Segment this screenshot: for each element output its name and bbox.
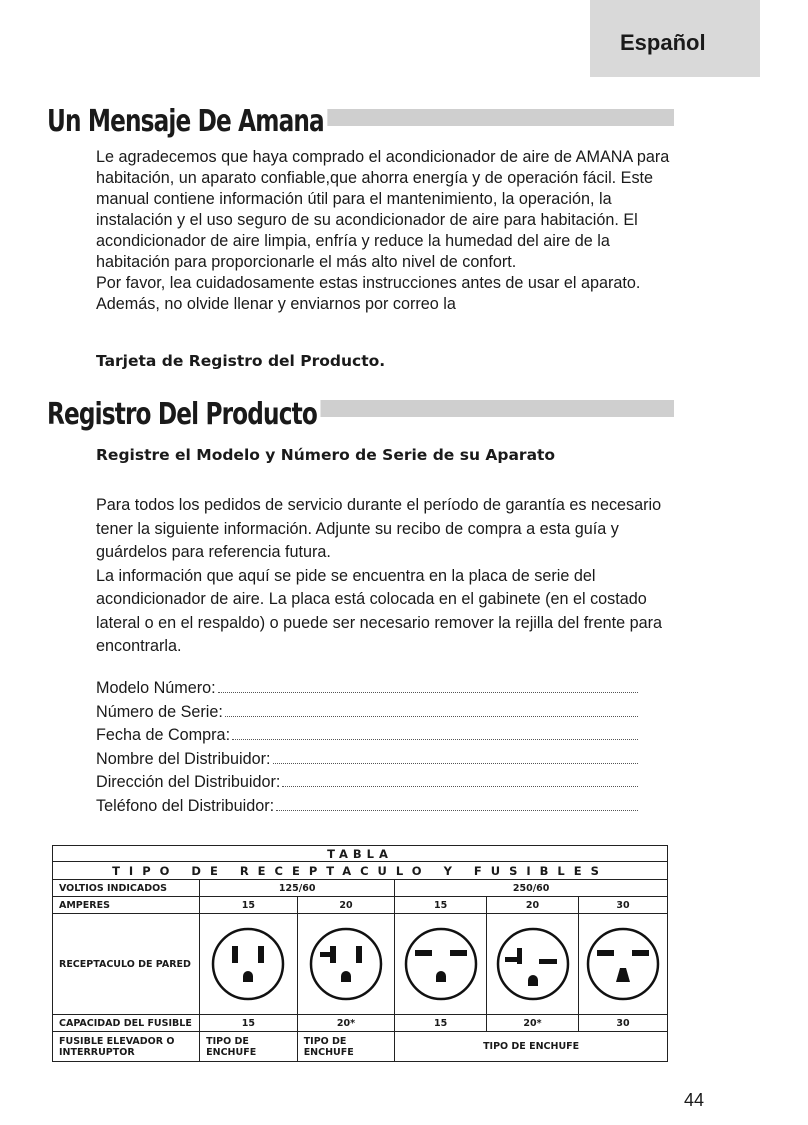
table-title: TABLA: [53, 846, 668, 862]
amperes-value: 30: [578, 897, 667, 914]
amperes-value: 15: [395, 897, 487, 914]
capacidad-value: 20*: [297, 1015, 395, 1032]
field-label: Modelo Número:: [96, 679, 216, 697]
section-heading-mensaje: Un Mensaje De Amana: [47, 104, 327, 140]
fusible-label: FUSIBLE ELEVADOR O INTERRUPTOR: [53, 1032, 200, 1062]
fusible-value: TIPO DE ENCHUFE: [200, 1032, 298, 1062]
fill-line: [282, 786, 638, 787]
field-serie[interactable]: [96, 703, 638, 727]
capacidad-value: 15: [200, 1015, 298, 1032]
intro-paragraph-2: Por favor, lea cuidadosamente estas instrucciones antes de usar el aparato. Además, no olvide llenar y enviarnos por correo la: [96, 274, 641, 313]
amperes-value: 15: [200, 897, 298, 914]
section-heading-registro: Registro Del Producto: [47, 397, 320, 433]
amperes-value: 20: [297, 897, 395, 914]
capacidad-value: 30: [578, 1015, 667, 1032]
receptacle-cell: [297, 914, 395, 1015]
intro-paragraph-1: Le agradecemos que haya comprado el acondicionador de aire de AMANA para habitación, un aparato confiable,que ahorra energía y de operación fácil. Este manual contiene información útil para el mantenimiento, la operación, la instalación y el uso seguro de su acondicionador de aire para habitación. El acondicionador de aire limpia, enfría y reduce la humedad del aire de la habitación para proporcionarle el más alto nivel de confort.: [96, 148, 670, 271]
receptacle-fuse-table: [52, 845, 668, 1062]
fill-line: [232, 739, 638, 740]
receptacle-250v-20a-icon: [495, 926, 571, 1002]
voltios-label: VOLTIOS INDICADOS: [53, 880, 200, 897]
fill-line: [276, 810, 638, 811]
voltios-value: 250/60: [395, 880, 668, 897]
receptacle-cell: [578, 914, 667, 1015]
registration-fields: [96, 679, 638, 820]
fill-line: [273, 763, 638, 764]
fusible-value: TIPO DE ENCHUFE: [297, 1032, 395, 1062]
page-number: 44: [684, 1090, 705, 1110]
registration-paragraph-2: La información que aquí se pide se encuentra en la placa de serie del acondicionador de aire. La placa está colocada en el gabinete (en el costado lateral o en el respaldo) o puede ser necesario remover la rejilla del frente para encontrarla.: [96, 566, 662, 655]
table-subtitle: TIPO DE RECEPTACULO Y FUSIBLES: [53, 862, 668, 880]
field-telefono-distribuidor[interactable]: [96, 797, 638, 821]
product-registration-card-label: Tarjeta de Registro del Producto.: [96, 352, 386, 370]
receptacle-125v-20a-icon: [308, 926, 384, 1002]
amperes-value: 20: [487, 897, 579, 914]
language-label: Español: [620, 30, 706, 55]
registration-text: [96, 494, 676, 659]
field-label: Nombre del Distribuidor:: [96, 749, 271, 768]
receptacle-cell: [395, 914, 487, 1015]
receptacle-cell: [200, 914, 298, 1015]
field-label: Fecha de Compra:: [96, 726, 231, 744]
field-label: Teléfono del Distribuidor:: [96, 796, 275, 815]
fill-line: [225, 716, 638, 717]
fusible-value: TIPO DE ENCHUFE: [395, 1032, 668, 1062]
capacidad-value: 20*: [487, 1015, 579, 1032]
capacidad-label: CAPACIDAD DEL FUSIBLE: [53, 1015, 200, 1032]
receptaculo-label: RECEPTACULO DE PARED: [53, 914, 200, 1015]
field-nombre-distribuidor[interactable]: [96, 750, 638, 774]
amperes-label: AMPERES: [53, 897, 200, 914]
receptacle-cell: [487, 914, 579, 1015]
receptacle-250v-30a-icon: [585, 926, 661, 1002]
capacidad-value: 15: [395, 1015, 487, 1032]
fill-line: [218, 692, 638, 693]
voltios-value: 125/60: [200, 880, 395, 897]
field-label: Dirección del Distribuidor:: [96, 773, 281, 791]
field-fecha[interactable]: [96, 726, 638, 750]
receptacle-250v-15a-icon: [403, 926, 479, 1002]
intro-text: [96, 147, 676, 315]
language-tab: [590, 0, 760, 77]
register-subheading: Registre el Modelo y Número de Serie de su Aparato: [96, 446, 556, 464]
receptacle-125v-15a-icon: [210, 926, 286, 1002]
registration-paragraph-1: Para todos los pedidos de servicio durante el período de garantía es necesario tener la siguiente información. Adjunte su recibo de compra a esta guía y guárdelos para referencia futura.: [96, 496, 662, 561]
field-label: Número de Serie:: [96, 702, 223, 721]
field-modelo[interactable]: [96, 679, 638, 703]
field-direccion-distribuidor[interactable]: [96, 773, 638, 797]
